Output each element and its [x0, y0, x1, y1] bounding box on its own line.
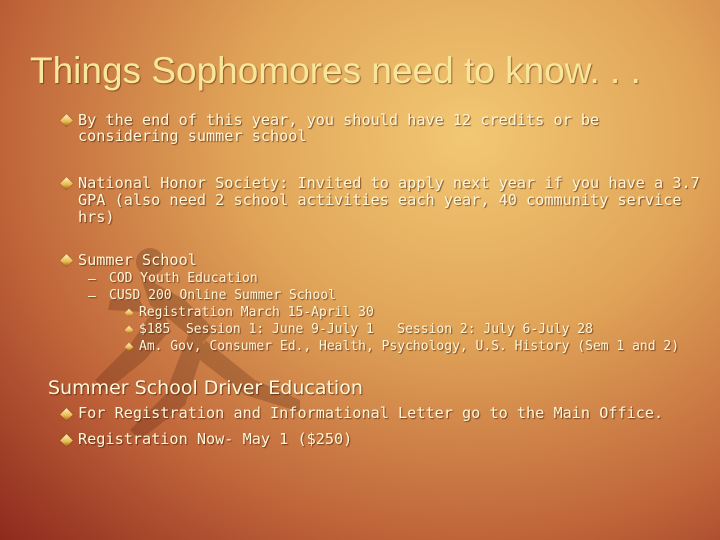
- driver-ed-item-2: Registration Now- May 1 ($250): [78, 430, 353, 448]
- bullet-2-line-2: GPA (also need 2 school activities each year, 40 community service: [78, 191, 682, 209]
- slide-title: Things Sophomores need to know. . .: [30, 50, 641, 91]
- diamond-bullet-icon: [125, 309, 133, 317]
- bullet-2-line-1: National Honor Society: Invited to apply next year if you have a 3.7: [78, 174, 700, 192]
- diamond-bullet-icon: [60, 254, 73, 267]
- diamond-bullet-icon: [125, 343, 133, 351]
- online-detail-1: Registration March 15-April 30: [139, 305, 374, 320]
- summer-subitem-1: COD Youth Education: [109, 271, 258, 286]
- driver-ed-heading: Summer School Driver Education: [48, 377, 363, 399]
- dash-bullet: –: [88, 289, 96, 304]
- bullet-1-line-1: By the end of this year, you should have 12 credits or be: [78, 111, 600, 129]
- bullet-1-line-2: considering summer school: [78, 127, 307, 145]
- dash-bullet: –: [88, 272, 96, 287]
- bullet-2-line-3: hrs): [78, 208, 115, 226]
- diamond-bullet-icon: [60, 434, 73, 447]
- online-detail-3: Am. Gov, Consumer Ed., Health, Psychology, U.S. History (Sem 1 and 2): [139, 339, 680, 354]
- diamond-bullet-icon: [60, 177, 73, 190]
- diamond-bullet-icon: [125, 326, 133, 334]
- bullet-3-line-1: Summer School: [78, 251, 197, 269]
- summer-subitem-2: CUSD 200 Online Summer School: [109, 288, 336, 303]
- driver-ed-item-1: For Registration and Informational Letter go to the Main Office.: [78, 404, 664, 422]
- diamond-bullet-icon: [60, 114, 73, 127]
- diamond-bullet-icon: [60, 408, 73, 421]
- online-detail-2: $185 Session 1: June 9-July 1 Session 2: July 6-July 28: [139, 322, 593, 337]
